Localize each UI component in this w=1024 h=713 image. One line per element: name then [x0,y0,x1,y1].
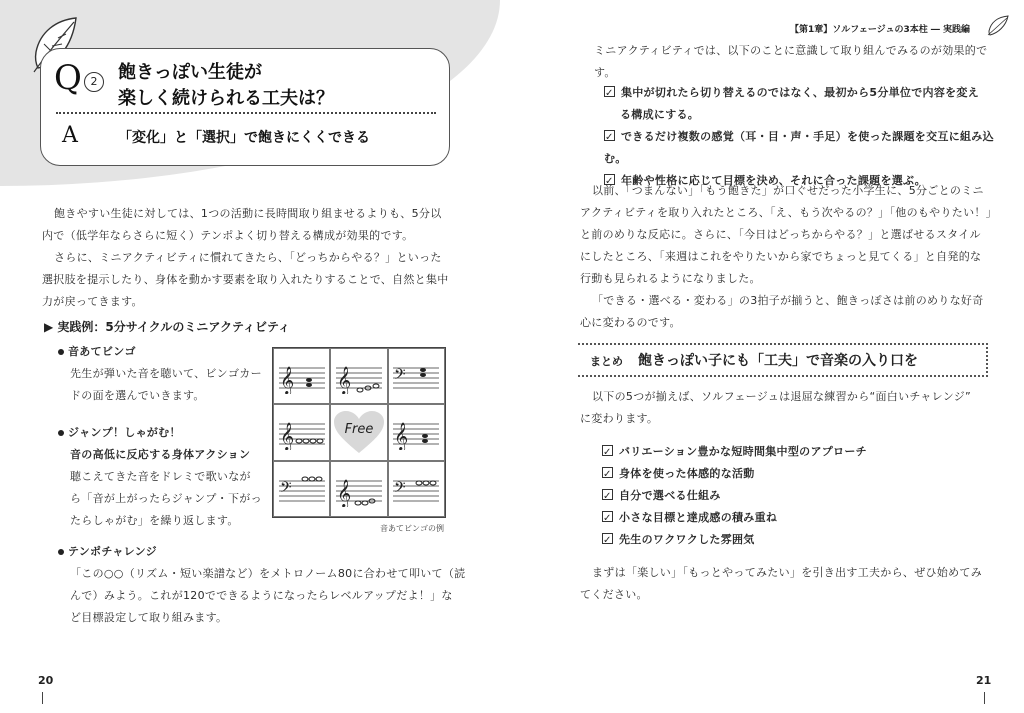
bass-staff-icon [391,358,441,394]
page-tick [42,692,43,704]
svg-text:𝄢: 𝄢 [394,366,406,388]
item-bingo: 音あてビンゴ 先生が弾いた音を聴いて、ビンゴカー ドの面を選んでいきます。 [58,341,268,407]
svg-text:𝄞: 𝄞 [336,478,352,507]
bingo-cell [388,404,445,460]
bullet-icon [58,430,64,436]
question-title: 飽きっぽい生徒が 楽しく続けられる工夫は？ [118,62,334,109]
checkbox-icon [602,445,613,456]
bass-staff-icon [277,471,327,507]
bullet-icon [58,349,64,355]
bingo-cell [330,461,387,517]
checkbox-icon [602,489,613,500]
check-item: ✓できるだけ複数の感覚（耳・目・声・手足）を使った課題を交互に組み込む。 [604,126,994,170]
checkbox-icon [602,533,613,544]
check-item: ✓身体を使った体感的な活動 [602,463,982,485]
free-label: Free [344,422,374,438]
treble-staff-icon [277,358,327,394]
bingo-cell [273,461,330,517]
anecdote-paragraph: 以前、「つまんない」「もう飽きた」が口ぐせだった小学生に、5分ごとのミニ アクティビティを取り入れたところ、「え、もう次やるの？」「他のもやりたい！」 と前のめりな反応に。さらに、「今日はどっちからやる？」と選ばせるスタイル にしたところ、「来週はこれをやりたいから家でちょっと見てくる」と自発的な 行動も見られるようになりました。 「できる・選べる・変わる」の3拍子が揃うと、飽きっぽさは前のめりな好奇 心に変わるのです。 [580,184,997,329]
check-item: ✓先生のワクワクした雰囲気 [602,529,982,551]
treble-staff-icon [277,414,327,450]
treble-staff-icon [391,414,441,450]
closing-paragraph: まずは「楽しい」「もっとやってみたい」を引き出す工夫から、ぜひ始めてみ てください。 [580,566,982,601]
svg-text:𝄢: 𝄢 [279,478,292,500]
treble-staff-icon [334,358,384,394]
svg-text:𝄞: 𝄞 [336,366,352,395]
page-number-left: 20 [38,674,54,687]
page-number-right: 21 [976,674,992,687]
leaf-icon [986,14,1010,36]
check-item: ✓バリエーション豊かな短時間集中型のアプローチ [602,441,982,463]
bingo-cell [273,348,330,404]
lead-paragraph: ミニアクティビティでは、以下のことに意識して取り組んでみるのが効果的です。 [594,44,988,79]
figure-caption: 音あてビンゴの例 [380,524,444,533]
check-item: ✓自分で選べる仕組み [602,485,982,507]
checkbox-icon [602,467,613,478]
checklist-2 [602,441,982,551]
bass-staff-icon [391,471,441,507]
a-letter: A [62,123,78,148]
qa-divider [56,112,436,114]
bingo-cell [388,461,445,517]
bingo-free-cell [330,404,387,460]
checkbox-icon [602,511,613,522]
page-tick [984,692,985,704]
summary-title: 飽きっぽい子にも「工夫」で音楽の入り口を [638,353,918,369]
treble-staff-icon [334,471,384,507]
bingo-cell [330,348,387,404]
check-item: ✓小さな目標と達成感の積み重ね [602,507,982,529]
summary-label: まとめ [590,355,623,368]
svg-text:𝄞: 𝄞 [279,422,294,451]
chapter-header: 【第1章】ソルフェージュの3本柱 ― 実践編 [790,25,970,35]
svg-text:𝄢: 𝄢 [394,478,406,500]
bingo-card-figure [272,347,446,518]
intro-paragraph: 飽きやすい生徒に対しては、1つの活動に長時間取り組ませるよりも、5分以 内で（低学年ならさらに短く）テンポよく切り替える構成が効果的です。 さらに、ミニアクティビティに慣れてきたら、「どっちからやる？」といった 選択肢を提示したり、身体を動かす要素を取り入れたりすることで、自然と集中 力が戻ってきます。 [42,207,449,308]
check-item: ✓年齢や性格に応じて目標を決め、それに合った課題を選ぶ。 [604,170,994,192]
checkbox-icon [604,86,615,97]
item-jump: ジャンプ！しゃがむ！ 音の高低に反応する身体アクション 聴こえてきた音をドレミで歌いなが ら「音が上がったらジャンプ・下がっ たらしゃがむ」を繰り返します。 [58,422,268,532]
example-heading: ▶ 実践例：5分サイクルのミニアクティビティ [44,320,291,334]
svg-text:𝄞: 𝄞 [394,422,409,451]
bingo-cell [273,404,330,460]
checklist-1: ✓集中が切れたら切り替えるのではなく、最初から5分単位で内容を変え る構成にする。 ✓できるだけ複数の感覚（耳・目・声・手足）を使った課題を交互に組み込む。 ✓年齢や性格に応じて目標を決め、それに合った課題を選ぶ。 [604,82,994,192]
svg-text:𝄞: 𝄞 [279,366,294,395]
summary-lead: 以下の5つが揃えば、ソルフェージュは退屈な練習から“面白いチャレンジ” に変わります。 [580,390,972,425]
item-tempo: テンポチャレンジ 「この○○（リズム・短い楽譜など）をメトロノーム80に合わせて叩いて（読 んで）みよう。これが120でできるようになったらレベルアップだよ！」な ど目標設定して取り組みます。 [58,541,468,629]
check-item: ✓集中が切れたら切り替えるのではなく、最初から5分単位で内容を変え [604,82,994,104]
q-number-badge: 2 [84,72,104,92]
heart-icon [332,409,386,455]
checkbox-icon [604,130,615,141]
q-letter: Q [54,58,82,98]
answer-title: 「変化」と「選択」で飽きにくくできる [118,130,370,146]
bingo-cell [388,348,445,404]
bullet-icon [58,549,64,555]
